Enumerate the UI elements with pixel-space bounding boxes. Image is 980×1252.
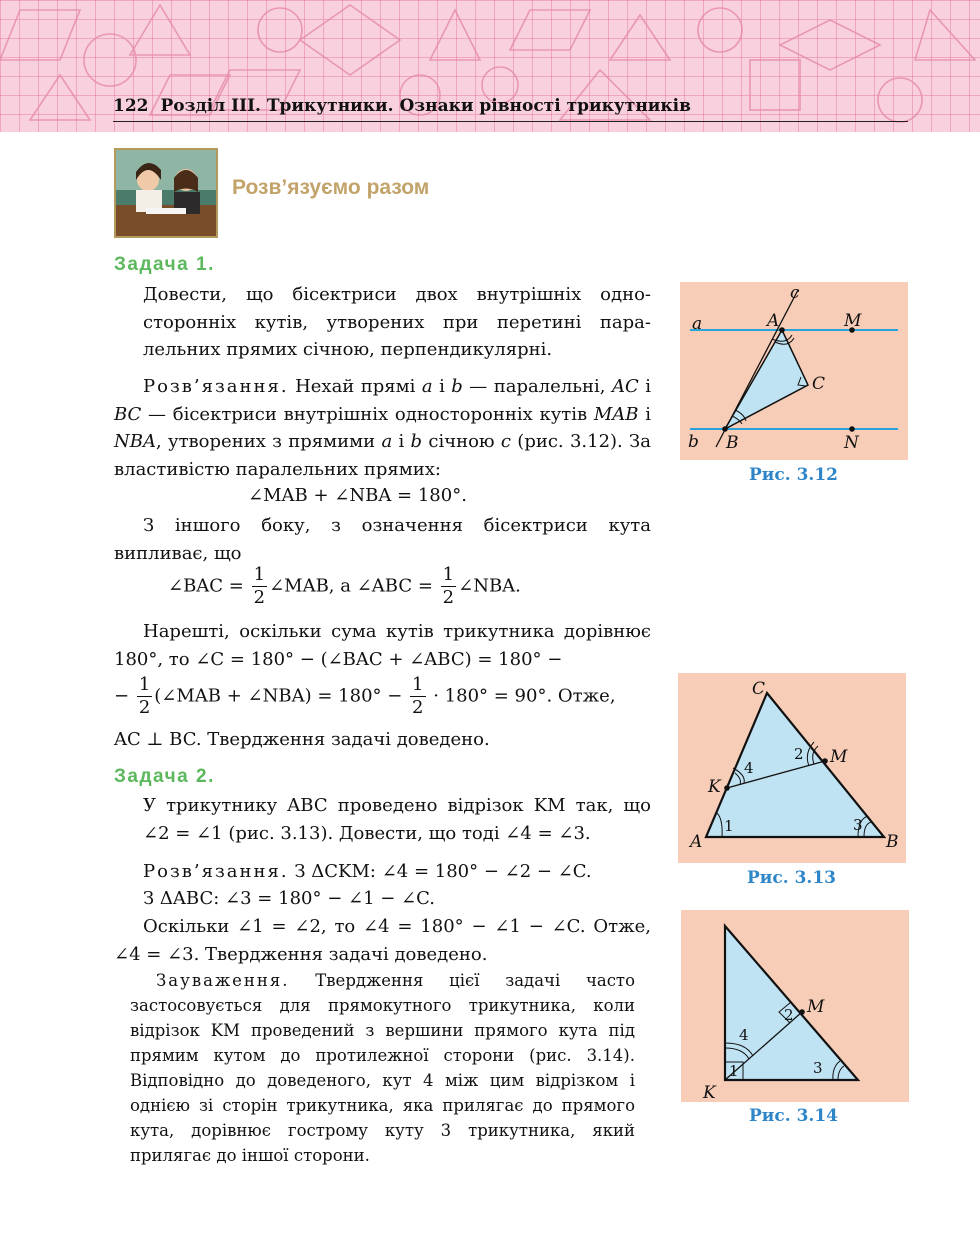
running-head xyxy=(113,96,691,116)
fig313-label-K: K xyxy=(708,777,721,797)
task1-statement: Довести, що бісектриси двох внутрішніх односторонніх кутів, утворених при перетині паралельних прямих січною, перпендикулярні. xyxy=(143,284,651,360)
fig313-label-3: 3 xyxy=(853,816,863,834)
fraction-half: $\frac{1}{2}$ xyxy=(138,674,151,718)
header-rule xyxy=(113,121,908,122)
fig314-label-1: 1 xyxy=(729,1062,739,1080)
fraction-half: $\frac{1}{2}$ xyxy=(442,564,455,608)
fig314-label-4: 4 xyxy=(739,1026,749,1044)
fraction-half: $\frac{1}{2}$ xyxy=(412,674,424,718)
figure-3-13 xyxy=(678,673,906,863)
fig312-label-N: N xyxy=(844,433,859,453)
task1-label: Задача 1. xyxy=(114,254,215,275)
page-number: 122 xyxy=(113,96,149,116)
task2-label: Задача 2. xyxy=(114,766,215,787)
note-word: Зауваження. xyxy=(156,971,290,990)
fig314-label-K: K xyxy=(703,1083,716,1102)
task2-solution-line2: З ΔABC: ∠3 = 180° − ∠1 − ∠C. xyxy=(143,888,435,909)
task1-equation-1: ∠MAB + ∠NBA = 180°. xyxy=(248,485,467,506)
fig313-label-M: M xyxy=(830,747,848,767)
task2-solution-line1: Розв’язання. З ΔCKM: ∠4 = 180° − ∠2 − ∠C. xyxy=(143,861,592,882)
fig313-label-2: 2 xyxy=(794,745,804,763)
task1-solution-p3b: − $\frac{1}{2}$ (∠MAB + ∠NBA) = 180° − $\frac{1}{2}$ · 180° = 90°. Отже, xyxy=(114,674,616,718)
fig312-label-M: M xyxy=(844,311,862,331)
fraction-half: $\frac{1}{2}$ xyxy=(253,564,266,608)
chapter-title: Розділ ІІІ. Трикутники. Ознаки рівності трикутників xyxy=(160,96,691,116)
photo-illustration xyxy=(116,150,216,236)
fig313-label-B: B xyxy=(886,832,899,852)
figure-3-14-caption: Рис. 3.14 xyxy=(749,1106,838,1126)
fig314-label-3: 3 xyxy=(813,1059,823,1077)
task1-equation-2: ∠BAC = $\frac{1}{2}$ ∠MAB, а ∠ABC = $\frac{1}{2}$ ∠NBA. xyxy=(168,564,521,608)
task1-solution-p2: З іншого боку, з означення бісектриси кута випливає, що xyxy=(114,515,651,564)
task1-solution-p3c: AC ⊥ BC. Твердження задачі доведено. xyxy=(114,729,490,750)
fig313-label-1: 1 xyxy=(724,817,734,835)
solution-word: Розв’язання. xyxy=(143,376,289,397)
fig313-label-A: A xyxy=(690,832,703,852)
figure-3-14 xyxy=(681,910,909,1102)
figure-3-13-caption: Рис. 3.13 xyxy=(747,868,836,888)
section-title: Розв’язуємо разом xyxy=(232,176,430,199)
task2-statement: У трикутнику ABC проведено відрізок KM так, що ∠2 = ∠1 (рис. 3.13). Довести, що тоді ∠4 = ∠3. xyxy=(143,795,651,844)
figure-3-12 xyxy=(680,282,908,460)
teachers-photo xyxy=(114,148,218,238)
note-paragraph: Зауваження. Твердження цієї задачі часто застосовується для прямокутного трикутника, коли відрізок KM проведений з вершини прямого кута під прямим кутом до протилежної сторони (рис. 3.14). Відповідно до доведеного, кут 4 між цим відрізком і однією зі сторін трикутника, яка прилягає до прямого кута, дорівнює гострому куту 3 трикутника, який прилягає до іншої сторони. xyxy=(130,971,635,1165)
figure-3-14-drawing xyxy=(681,910,909,1102)
fig314-label-M: M xyxy=(807,997,825,1017)
fig312-label-B: B xyxy=(726,433,739,453)
task1-solution-p1: Розв’язання. Нехай прямі a і b — паралельні, AC і BC — бісектриси внутрішніх односторонніх кутів MAB і NBA, утворених з прямими a і b січною c (рис. 3.12). За властивістю паралельних прямих: xyxy=(114,376,652,480)
fig312-label-b: b xyxy=(688,432,699,452)
fig313-label-C: C xyxy=(752,679,766,699)
fig312-label-C: C xyxy=(812,374,826,394)
fig313-label-4: 4 xyxy=(744,759,754,777)
fig312-label-a: a xyxy=(692,314,703,334)
fig312-label-A: A xyxy=(767,311,780,331)
fig312-label-c: c xyxy=(790,283,800,303)
figure-3-12-caption: Рис. 3.12 xyxy=(749,465,838,485)
task2-solution-line3: Оскільки ∠1 = ∠2, то ∠4 = 180° − ∠1 − ∠C. Отже, ∠4 = ∠3. Твердження задачі доведено. xyxy=(114,916,651,965)
fig314-label-2: 2 xyxy=(784,1006,794,1024)
task1-solution-p3a: Нарешті, оскільки сума кутів трикутника дорівнює 180°, то ∠C = 180° − (∠BAC + ∠ABC) = 180° − xyxy=(114,621,651,670)
figure-3-13-drawing xyxy=(678,673,906,863)
figure-3-12-drawing xyxy=(680,282,908,460)
